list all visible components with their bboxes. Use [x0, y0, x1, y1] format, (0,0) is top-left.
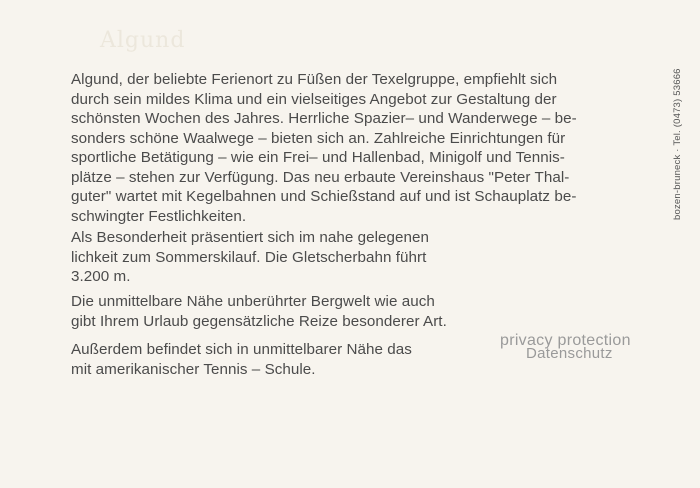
faded-heading: Algund: [100, 28, 186, 53]
text-line: Die unmittelbare Nähe unberührter Bergwelt wie auch: [71, 293, 435, 310]
paragraph-intro: [71, 70, 631, 226]
paragraph-tennis: [71, 340, 451, 379]
text-line: guter" wartet mit Kegelbahnen und Schießstand auf und ist Schauplatz be-: [71, 188, 577, 205]
text-line: schwingter Festlichkeiten.: [71, 207, 247, 225]
text-line: Als Besonderheit präsentiert sich im nahe gelegenen: [71, 229, 429, 246]
watermark-line1: privacy protection: [500, 332, 631, 349]
text-line: 3.200 m.: [71, 268, 131, 285]
paragraph-special: [71, 228, 451, 287]
text-line: plätze – stehen zur Verfügung. Das neu erbaute Vereinshaus "Peter Thal-: [71, 168, 570, 186]
text-line: sonders schöne Waalwege – bieten sich an. Zahlreiche Einrichtungen für: [71, 129, 566, 147]
paragraph-mountains: [71, 292, 451, 331]
text-line: sportliche Betätigung – wie ein Frei– und Hallenbad, Minigolf und Tennis-: [71, 149, 565, 166]
text-line: Außerdem befindet sich in unmittelbarer Nähe das: [71, 341, 412, 358]
text-line: lichkeit zum Sommerskilauf. Die Gletscherbahn führt: [71, 248, 427, 266]
text-line: schönsten Wochen des Jahres. Herrliche Spazier– und Wanderwege – be-: [71, 110, 577, 127]
text-line: Algund, der beliebte Ferienort zu Füßen der Texelgruppe, empfiehlt sich: [71, 71, 558, 88]
text-line: durch sein mildes Klima und ein vielseitiges Angebot zur Gestaltung der: [71, 90, 557, 108]
text-line: gibt Ihrem Urlaub gegensätzliche Reize besonderer Art.: [71, 312, 447, 330]
watermark-line2: Datenschutz: [526, 345, 613, 362]
text-line: mit amerikanischer Tennis – Schule.: [71, 360, 316, 378]
publisher-side-text: bozen-bruneck · Tel. (0473) 53666: [672, 68, 683, 220]
